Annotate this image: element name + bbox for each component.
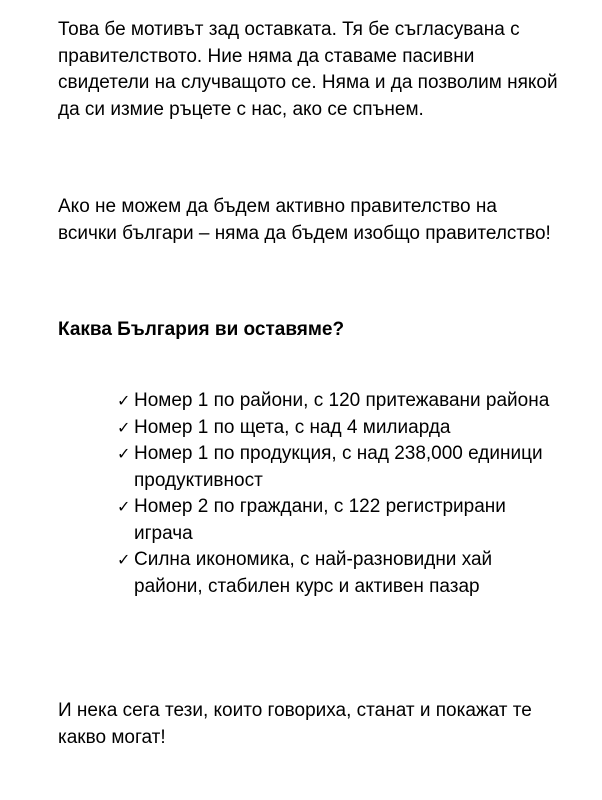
list-item [117,441,557,494]
list-item [117,388,557,415]
list-item [117,494,557,547]
checkmark-icon: ✓ [117,391,131,410]
intro-paragraph: Това бе мотивът зад оставката. Тя бе съгласувана с правителството. Ние няма да ставаме пасивни свидетели на случващото се. Няма и да позволим някой да си измие ръцете с нас, ако се спънем. [58,19,558,120]
checkmark-icon: ✓ [117,444,131,463]
section-heading: Каква България ви оставяме? [58,319,345,340]
list-item-text: Номер 1 по щета, с над 4 милиарда [134,416,451,438]
statement-paragraph: Ако не можем да бъдем активно правителство на всички българи – няма да бъдем изобщо правителство! [58,196,551,244]
list-item [117,547,557,600]
list-item [117,415,557,442]
checkmark-icon: ✓ [117,550,131,569]
closing-paragraph: И нека сега тези, които говориха, станат и покажат те какво могат! [58,700,532,748]
list-item-text: Номер 1 по продукция, с над 238,000 единици продуктивност [134,443,543,491]
list-item-text: Номер 1 по райони, с 120 притежавани района [134,390,550,411]
checkmark-icon: ✓ [117,497,131,516]
list-item-text: Силна икономика, с най-разновидни хай райони, стабилен курс и активен пазар [134,549,493,597]
achievements-list [117,388,557,600]
checkmark-icon: ✓ [117,417,131,437]
list-item-text: Номер 2 по граждани, с 122 регистрирани играча [134,496,506,544]
